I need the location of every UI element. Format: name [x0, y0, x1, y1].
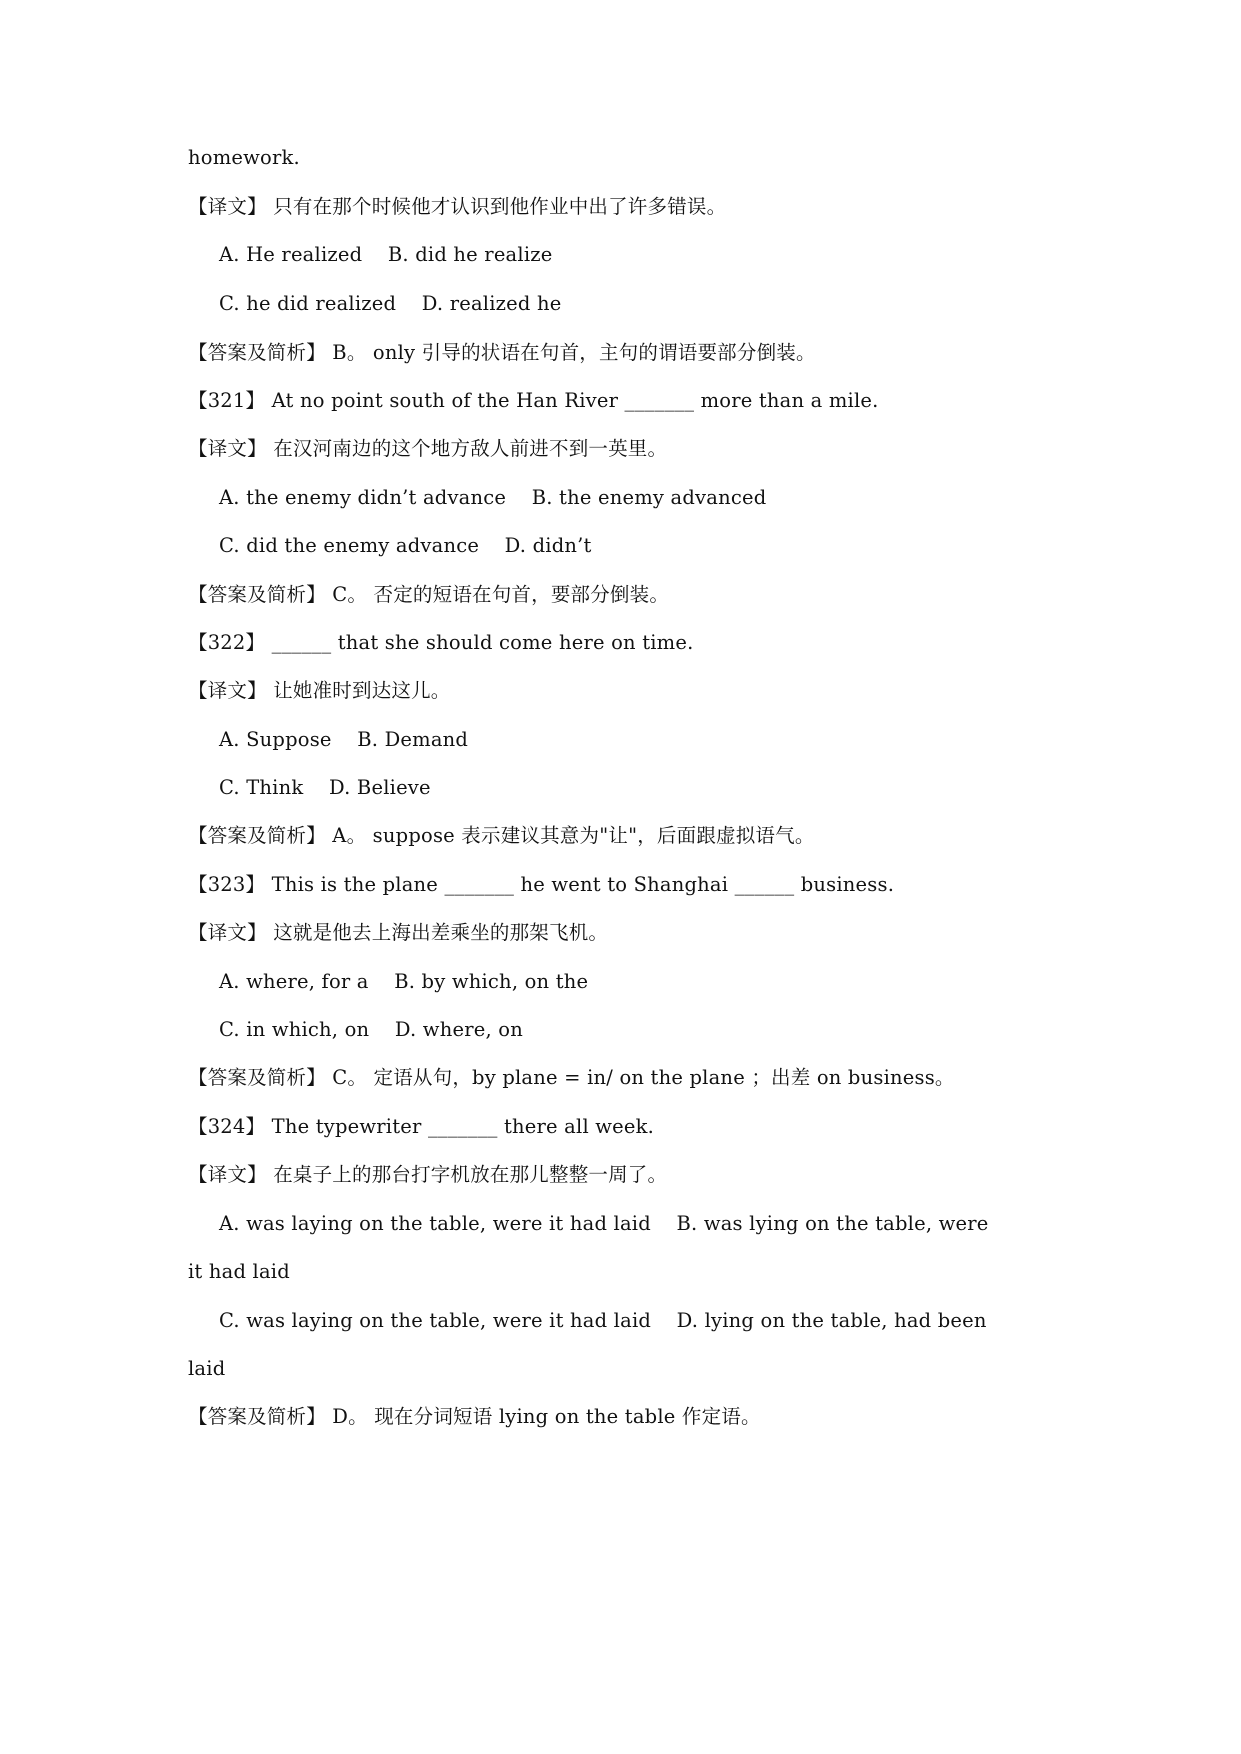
translation-line: 【译文】 在汉河南边的这个地方敌人前进不到一英里。 — [188, 437, 668, 460]
translation-line: 【译文】 在桌子上的那台打字机放在那儿整整一周了。 — [188, 1163, 668, 1186]
option-line: C. was laying on the table, were it had laid D. lying on the table, had been — [219, 1309, 987, 1332]
answer-line: 【答案及简析】 A。 suppose 表示建议其意为"让"，后面跟虚拟语气。 — [188, 824, 815, 847]
option-line: C. did the enemy advance D. didn’t — [219, 534, 592, 557]
text-line-homework: homework. — [188, 146, 300, 169]
answer-line: 【答案及简析】 C。 定语从句，by plane = in/ on the plane ；出差 on business。 — [188, 1066, 955, 1089]
option-line: A. where, for a B. by which, on the — [219, 970, 589, 993]
option-line-continued: laid — [188, 1357, 226, 1380]
option-line-continued: it had laid — [188, 1260, 290, 1283]
option-line: C. in which, on D. where, on — [219, 1018, 523, 1041]
translation-line: 【译文】 让她准时到达这儿。 — [188, 679, 451, 702]
answer-line: 【答案及简析】 D。 现在分词短语 lying on the table 作定语。 — [188, 1405, 761, 1428]
question-323: 【323】 This is the plane _______ he went to Shanghai ______ business. — [188, 873, 895, 896]
option-line: A. was laying on the table, were it had laid B. was lying on the table, were — [219, 1212, 989, 1235]
question-321: 【321】 At no point south of the Han River _______ more than a mile. — [188, 389, 879, 412]
answer-line: 【答案及简析】 C。 否定的短语在句首，要部分倒装。 — [188, 583, 670, 606]
option-line: C. Think D. Believe — [219, 776, 431, 799]
option-line: A. the enemy didn’t advance B. the enemy advanced — [219, 486, 767, 509]
answer-line: 【答案及简析】 B。 only 引导的状语在句首，主句的谓语要部分倒装。 — [188, 341, 816, 364]
translation-line: 【译文】 只有在那个时候他才认识到他作业中出了许多错误。 — [188, 195, 727, 218]
option-line: C. he did realized D. realized he — [219, 292, 562, 315]
question-322: 【322】 ______ that she should come here on time. — [188, 631, 694, 654]
option-line: A. He realized B. did he realize — [219, 243, 553, 266]
question-324: 【324】 The typewriter _______ there all week. — [188, 1115, 655, 1138]
translation-line: 【译文】 这就是他去上海出差乘坐的那架飞机。 — [188, 921, 609, 944]
option-line: A. Suppose B. Demand — [219, 728, 469, 751]
